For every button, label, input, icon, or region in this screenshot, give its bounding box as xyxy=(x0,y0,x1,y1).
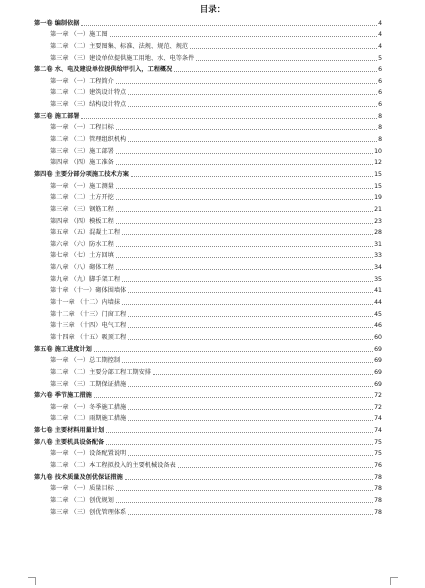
toc-entry-volume[interactable] xyxy=(34,108,382,120)
toc-entry-page-number: 69 xyxy=(374,345,382,353)
toc-entry-chapter[interactable] xyxy=(34,85,382,97)
toc-entry-text: 第八卷 主要机具设备配备 xyxy=(34,438,105,446)
toc-entry-text: 第一卷 编制依据 xyxy=(34,19,80,27)
toc-entry-text: 第十四章 （十五）吸顶工程 xyxy=(50,333,127,341)
dot-leader xyxy=(94,396,373,398)
toc-entry-text: 第一章 （一）施工测量 xyxy=(50,182,114,190)
dot-leader xyxy=(128,315,373,317)
toc-entry-text: 第三章 （三）结构设计特点 xyxy=(50,101,127,109)
toc-entry-text: 第三章 （三）创优管理体系 xyxy=(50,508,127,516)
toc-entry-chapter[interactable] xyxy=(34,457,382,469)
dot-leader xyxy=(116,82,377,84)
dot-leader xyxy=(128,105,377,107)
toc-entry-text: 第二章 （二）建筑设计特点 xyxy=(50,89,127,97)
table-of-contents xyxy=(34,15,382,516)
toc-entry-text: 第二章 （二）雨期施工措施 xyxy=(50,415,127,423)
toc-entry-page-number: 5 xyxy=(378,54,382,62)
toc-entry-page-number: 34 xyxy=(374,264,382,272)
toc-entry-chapter[interactable] xyxy=(34,399,382,411)
toc-entry-page-number: 69 xyxy=(374,357,382,365)
dot-leader xyxy=(128,140,377,142)
toc-entry-page-number: 15 xyxy=(374,170,382,178)
dot-leader xyxy=(116,222,373,224)
toc-entry-text: 第四章 （四）施工准备 xyxy=(50,159,114,167)
toc-entry-volume[interactable] xyxy=(34,422,382,434)
toc-entry-chapter[interactable] xyxy=(34,329,382,341)
toc-entry-text: 第一章 （一）工程目标 xyxy=(50,124,114,132)
toc-entry-chapter[interactable] xyxy=(34,248,382,260)
toc-entry-text: 第一章 （一）施工图 xyxy=(50,31,108,39)
toc-entry-volume[interactable] xyxy=(34,388,382,400)
toc-entry-text: 第四卷 主要分部分项施工技术方案 xyxy=(34,170,129,178)
dot-leader xyxy=(106,443,373,445)
toc-entry-page-number: 41 xyxy=(374,287,382,295)
toc-entry-chapter[interactable] xyxy=(34,213,382,225)
toc-entry-text: 第十二章 （十三）门窗工程 xyxy=(50,310,127,318)
dot-leader xyxy=(128,419,373,421)
dot-leader xyxy=(106,431,373,433)
dot-leader xyxy=(125,478,373,480)
toc-entry-chapter[interactable] xyxy=(34,225,382,237)
toc-entry-page-number: 23 xyxy=(374,217,382,225)
dot-leader xyxy=(122,280,373,282)
dot-leader xyxy=(116,256,373,258)
toc-entry-chapter[interactable] xyxy=(34,143,382,155)
toc-entry-chapter[interactable] xyxy=(34,271,382,283)
dot-leader xyxy=(128,93,377,95)
toc-entry-page-number: 74 xyxy=(374,415,382,423)
toc-entry-text: 第九章 （九）脚手架工程 xyxy=(50,275,121,283)
toc-entry-chapter[interactable] xyxy=(34,504,382,516)
toc-entry-page-number: 78 xyxy=(374,496,382,504)
dot-leader xyxy=(116,489,373,491)
toc-entry-text: 第十章 （十一）砌体围墙体 xyxy=(50,287,127,295)
dot-leader xyxy=(174,70,377,72)
toc-entry-text: 第十三章 （十四）电气工程 xyxy=(50,322,127,330)
toc-entry-chapter[interactable] xyxy=(34,306,382,318)
toc-entry-text: 第九卷 技术质量及创优保证措施 xyxy=(34,473,123,481)
dot-leader xyxy=(178,466,373,468)
dot-leader xyxy=(116,198,373,200)
toc-entry-chapter[interactable] xyxy=(34,364,382,376)
crop-mark-left xyxy=(28,577,36,585)
toc-entry-text: 第三章 （三）建设单位提供施工用地、水、电等条件 xyxy=(50,54,195,62)
toc-entry-text: 第二章 （二）主要分部工程工期安排 xyxy=(50,368,151,376)
toc-entry-page-number: 78 xyxy=(374,485,382,493)
toc-entry-page-number: 35 xyxy=(374,275,382,283)
toc-entry-text: 第三卷 施工部署 xyxy=(34,112,80,120)
toc-entry-text: 第十一章 （十二）内墙抹 xyxy=(50,299,121,307)
dot-leader xyxy=(116,501,373,503)
toc-entry-page-number: 6 xyxy=(378,77,382,85)
toc-entry-page-number: 19 xyxy=(374,194,382,202)
dot-leader xyxy=(122,233,373,235)
toc-entry-chapter[interactable] xyxy=(34,446,382,458)
toc-entry-chapter[interactable] xyxy=(34,259,382,271)
toc-entry-text: 第二章 （二）本工程拟投入的主要机械设备表 xyxy=(50,461,176,469)
dot-leader xyxy=(116,152,373,154)
toc-entry-page-number: 72 xyxy=(374,392,382,400)
toc-entry-page-number: 76 xyxy=(374,461,382,469)
toc-entry-page-number: 75 xyxy=(374,438,382,446)
toc-entry-page-number: 69 xyxy=(374,368,382,376)
toc-entry-text: 第一章 （一）工程简介 xyxy=(50,77,114,85)
toc-entry-chapter[interactable] xyxy=(34,481,382,493)
toc-entry-page-number: 28 xyxy=(374,229,382,237)
toc-entry-chapter[interactable] xyxy=(34,411,382,423)
toc-entry-chapter[interactable] xyxy=(34,131,382,143)
dot-leader xyxy=(128,291,373,293)
dot-leader xyxy=(110,35,377,37)
dot-leader xyxy=(131,175,373,177)
toc-entry-page-number: 6 xyxy=(378,66,382,74)
toc-entry-page-number: 8 xyxy=(378,112,382,120)
toc-entry-page-number: 10 xyxy=(374,147,382,155)
toc-entry-chapter[interactable] xyxy=(34,73,382,85)
toc-entry-text: 第四章 （四）模板工程 xyxy=(50,217,114,225)
toc-entry-volume[interactable] xyxy=(34,166,382,178)
dot-leader xyxy=(128,513,373,515)
toc-entry-text: 第五卷 施工进度计划 xyxy=(34,345,92,353)
toc-entry-chapter[interactable] xyxy=(34,201,382,213)
toc-entry-text: 第三章 （三）钢筋工程 xyxy=(50,205,114,213)
toc-entry-chapter[interactable] xyxy=(34,38,382,50)
dot-leader xyxy=(122,361,373,363)
toc-entry-page-number: 21 xyxy=(374,205,382,213)
toc-entry-chapter[interactable] xyxy=(34,190,382,202)
toc-entry-page-number: 8 xyxy=(378,124,382,132)
dot-leader xyxy=(196,59,377,61)
toc-entry-text: 第八章 （八）砌体工程 xyxy=(50,264,114,272)
toc-entry-chapter[interactable] xyxy=(34,376,382,388)
toc-entry-text: 第二章 （二）主要图集、标准、法规、规范、规范 xyxy=(50,42,189,50)
dot-leader xyxy=(116,187,373,189)
toc-entry-page-number: 4 xyxy=(378,31,382,39)
dot-leader xyxy=(116,163,373,165)
toc-entry-page-number: 78 xyxy=(374,473,382,481)
dot-leader xyxy=(128,385,373,387)
toc-entry-page-number: 72 xyxy=(374,403,382,411)
toc-title: 目录： xyxy=(199,5,226,15)
toc-entry-page-number: 69 xyxy=(374,380,382,388)
toc-entry-text: 第一章 （一）冬季施工措施 xyxy=(50,403,127,411)
toc-entry-chapter[interactable] xyxy=(34,50,382,62)
dot-leader xyxy=(122,303,373,305)
toc-entry-text: 第六卷 季节施工措施 xyxy=(34,392,92,400)
toc-entry-text: 第二卷 水、电及建设单位提供给甲引入，工程概况 xyxy=(34,66,173,74)
toc-entry-chapter[interactable] xyxy=(34,178,382,190)
toc-entry-text: 第三章 （三）工期保证措施 xyxy=(50,380,127,388)
toc-entry-text: 第一章 （一）质量目标 xyxy=(50,485,114,493)
toc-entry-chapter[interactable] xyxy=(34,120,382,132)
dot-leader xyxy=(116,210,373,212)
toc-entry-page-number: 31 xyxy=(374,240,382,248)
dot-leader xyxy=(81,117,377,119)
dot-leader xyxy=(94,350,373,352)
dot-leader xyxy=(190,47,377,49)
toc-entry-volume[interactable] xyxy=(34,341,382,353)
toc-entry-chapter[interactable] xyxy=(34,96,382,108)
dot-leader xyxy=(116,245,373,247)
toc-entry-chapter[interactable] xyxy=(34,236,382,248)
toc-entry-page-number: 74 xyxy=(374,427,382,435)
toc-entry-chapter[interactable] xyxy=(34,27,382,39)
toc-entry-page-number: 6 xyxy=(378,101,382,109)
dot-leader xyxy=(128,408,373,410)
toc-entry-chapter[interactable] xyxy=(34,155,382,167)
toc-entry-page-number: 44 xyxy=(374,299,382,307)
dot-leader xyxy=(81,24,377,26)
toc-entry-text: 第一章 （一）总工期控制 xyxy=(50,357,121,365)
dot-leader xyxy=(116,268,373,270)
toc-entry-chapter[interactable] xyxy=(34,318,382,330)
toc-entry-page-number: 8 xyxy=(378,136,382,144)
toc-entry-page-number: 6 xyxy=(378,89,382,97)
toc-entry-chapter[interactable] xyxy=(34,283,382,295)
toc-entry-text: 第六章 （六）防水工程 xyxy=(50,240,114,248)
toc-entry-text: 第一章 （一）设备配置说明 xyxy=(50,450,127,458)
dot-leader xyxy=(128,338,373,340)
toc-entry-page-number: 4 xyxy=(378,42,382,50)
dot-leader xyxy=(116,128,377,130)
toc-entry-text: 第二章 （二）创优规划 xyxy=(50,496,114,504)
toc-entry-page-number: 78 xyxy=(374,508,382,516)
dot-leader xyxy=(128,454,373,456)
toc-entry-volume[interactable] xyxy=(34,15,382,27)
toc-entry-chapter[interactable] xyxy=(34,492,382,504)
toc-entry-page-number: 12 xyxy=(374,159,382,167)
toc-entry-text: 第七卷 主要材料用量计划 xyxy=(34,427,105,435)
toc-entry-page-number: 45 xyxy=(374,310,382,318)
dot-leader xyxy=(153,373,373,375)
toc-entry-page-number: 4 xyxy=(378,19,382,27)
toc-entry-volume[interactable] xyxy=(34,434,382,446)
toc-entry-chapter[interactable] xyxy=(34,294,382,306)
toc-entry-page-number: 75 xyxy=(374,450,382,458)
toc-entry-page-number: 15 xyxy=(374,182,382,190)
toc-entry-page-number: 46 xyxy=(374,322,382,330)
toc-entry-chapter[interactable] xyxy=(34,353,382,365)
crop-mark-right xyxy=(390,577,398,585)
toc-entry-text: 第二章 （二）管理组织机构 xyxy=(50,136,127,144)
dot-leader xyxy=(128,326,373,328)
toc-entry-text: 第三章 （三）施工部署 xyxy=(50,147,114,155)
toc-entry-volume[interactable] xyxy=(34,62,382,74)
toc-entry-text: 第七章 （七）土方回填 xyxy=(50,252,114,260)
toc-entry-page-number: 33 xyxy=(374,252,382,260)
toc-entry-volume[interactable] xyxy=(34,469,382,481)
toc-entry-text: 第二章 （二）土方开挖 xyxy=(50,194,114,202)
toc-entry-page-number: 60 xyxy=(374,333,382,341)
toc-entry-text: 第五章 （五）混凝土工程 xyxy=(50,229,121,237)
